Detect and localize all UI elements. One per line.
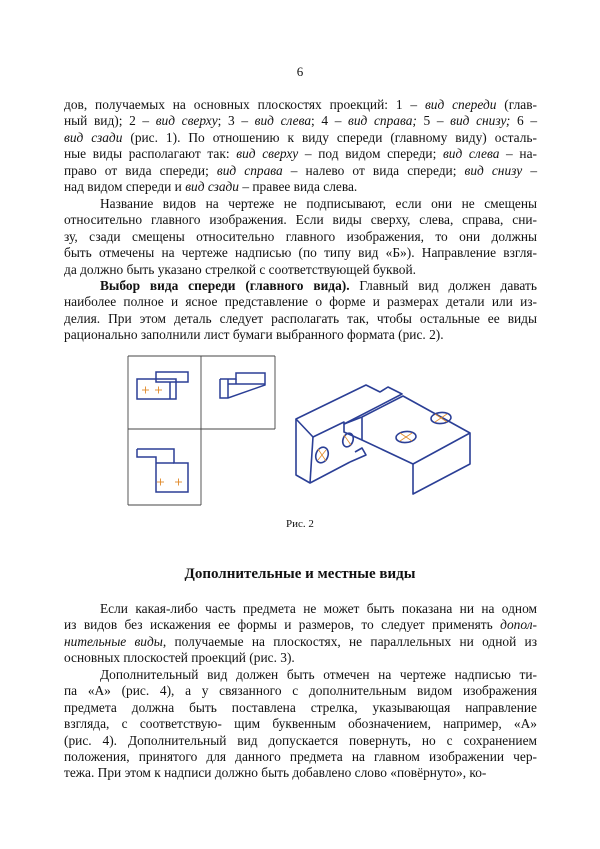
text-line [64,278,537,294]
iso-right-block-edge [413,433,470,464]
text-line [64,130,537,146]
italic-term: вид слева [442,146,500,162]
text-run: – под видом спереди; [298,146,443,162]
italic-term: вид сзади [185,178,239,194]
iso-left-block-top [296,385,402,437]
paragraph-additional-views [64,601,537,667]
isometric-view [296,385,470,494]
figure-2-drawing [0,352,600,512]
text-line [64,245,537,261]
italic-term: вид сзади [64,129,123,145]
paragraph-main-views [64,97,537,195]
italic-term: допол- [500,617,537,633]
page-number: 6 [296,64,304,79]
text-line [64,765,537,781]
text-line [64,229,537,245]
text-line [64,650,537,666]
text-line [64,212,537,228]
text-run: Название видов на чертеже не подписывают, если они не смещены [100,196,537,211]
text-run: наиболее полное и ясное представление о форме и размерах детали или из- [64,294,537,310]
text-line [64,749,537,765]
text-run: быть отмечены на чертеже надписью (по типу вид «Б»). Направление взгля- [64,245,537,261]
text-run: взгляда, с соответствую- щим буквенным обозначением, например, «А» [64,716,537,732]
text-run: положения, принятого для данного предмета на главном изображении чер- [64,748,537,764]
text-line [64,196,537,212]
text-run: Если какая-либо часть предмета не может быть показана ни на одном [100,601,537,616]
text-line [64,113,537,129]
top-view-outline [137,449,188,492]
italic-term: нительные виды [64,633,163,649]
front-view-top-bar [156,372,188,382]
iso-right-block [362,396,470,494]
text-line [64,733,537,749]
text-run: да должно быть указано стрелкой с соответствующей буквой. [64,261,416,277]
text-run: 6 – [510,113,538,129]
text-run: – правее вида слева. [239,178,358,194]
text-line [64,700,537,716]
paragraph-view-naming [64,196,537,278]
text-run: ный вид); 2 – [64,113,156,129]
text-run: основных плоскостей проекций (рис. 3). [64,650,295,666]
italic-term: вид сверху [236,146,299,162]
text-run: ные виды располагают так: [64,146,237,162]
center-mark-icon [142,387,162,394]
text-run: из видов без искажения ее формы и размеров, то следует применять [64,617,501,633]
text-line [64,311,537,327]
top-view [137,449,188,492]
text-run: (рис. 1). По отношению к виду спереди (главному виду) осталь- [122,129,537,145]
italic-term: вид снизу [464,162,523,178]
side-view-outline [220,373,265,398]
section-heading: Дополнительные и местные виды [184,566,416,582]
text-run: относительно главного изображения. Если виды сверху, слева, справа, сни- [64,212,537,228]
text-line [64,601,537,617]
italic-term: вид снизу; [450,113,511,129]
text-run: делия. При этом деталь следует располагать так, чтобы остальные ее виды [64,310,537,326]
text-run: – [522,162,538,178]
iso-left-block-edge [310,437,313,483]
text-run: предмета должна быть поставлена стрелка, указывающая направление [64,699,537,715]
text-run: Дополнительный вид должен быть отмечен на чертеже надписью ти- [100,667,537,682]
paragraph-front-view-choice [64,278,537,344]
text-line [64,617,537,633]
iso-step-edge [344,417,362,424]
italic-term: вид слева [254,113,312,129]
front-view [137,372,188,399]
text-run: 5 – [416,113,451,129]
text-line [64,716,537,732]
text-line [64,97,537,113]
italic-term: вид сверху [155,113,218,129]
text-run: , получаемые на плоскостях, не параллельных ни одной из [162,633,538,649]
text-line [64,667,537,683]
text-line [64,294,537,310]
text-run: зу, сзади смещены относительно главного изображения, то они должны [64,228,537,244]
text-run: тежа. При этом к надписи должно быть добавлено слово «повёрнуто», ко- [64,765,487,781]
text-run: Главный вид должен давать [349,278,537,293]
text-run: – на- [499,146,537,162]
text-line [64,179,537,195]
text-run: (глав- [496,97,537,112]
text-run: (рис. 4). Дополнительный вид допускается повернуть, но с сохранением [64,732,537,748]
center-mark-icon [318,414,447,461]
center-mark-icon [157,479,182,486]
text-run: дов, получаемых на основных плоскостях проекций: 1 – [64,97,425,112]
italic-term: вид справа [216,162,283,178]
figure-caption: Рис. 2 [286,518,314,530]
text-run: рационально заполнили лист бумаги выбранного формата (рис. 2). [64,327,444,343]
text-run: – налево от вида спереди; [282,162,465,178]
italic-term: вид справа; [348,113,417,129]
text-run: право от вида спереди; [64,162,217,178]
paragraph-additional-view-marking [64,667,537,782]
text-line [64,327,537,343]
bold-term: Выбор вида спереди (главного вида). [100,278,350,293]
figure-2 [0,352,600,512]
text-run: над видом спереди и [64,178,186,194]
text-run: ; 4 – [311,113,349,129]
italic-term: вид спереди [424,97,497,112]
text-line [64,634,537,650]
text-line [64,146,537,162]
iso-fillet [350,448,366,462]
text-run: па «А» (рис. 4), а у связанного с дополнительным видом изображения [64,683,537,699]
text-line [64,262,537,278]
text-line [64,163,537,179]
text-run: ; 3 – [217,113,255,129]
text-line [64,683,537,699]
side-view [220,373,265,398]
